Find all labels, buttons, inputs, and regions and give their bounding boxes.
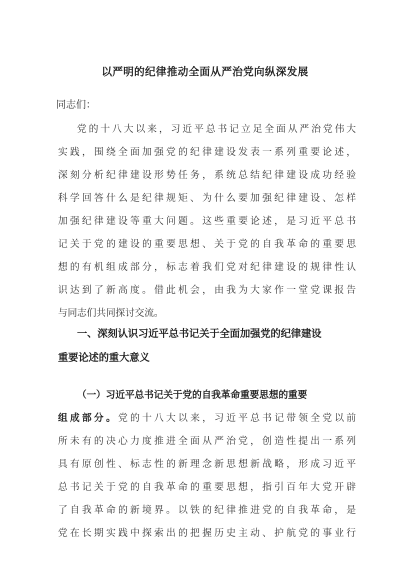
subsection-heading-text: 组成部分。 (58, 413, 119, 424)
subsection-heading-text: （一）习近平总书记关于党的自我革命重要思想的重要 (77, 390, 308, 401)
heading-line: 重要论述的重大意义 (58, 352, 150, 364)
salutation: 同志们： (56, 100, 96, 111)
paragraph-line: 深刻分析纪律建设形势任务，系统总结纪律建设成功经验 (58, 170, 356, 181)
paragraph-line: 了自我革命的新境界。以铁的纪律推进党的自我革命，是 (58, 505, 356, 516)
heading-line: 一、深刻认识习近平总书记关于全面加强党的纪律建设 (77, 328, 322, 340)
paragraph-line: 具有原创性、标志性的新理念新思想新战略，形成习近平 (58, 459, 356, 470)
paragraph-line: 总书记关于党的自我革命的重要思想，指引百年大党开辟 (58, 482, 356, 493)
paragraph-line: 想的有机组成部分，标志着我们党对纪律建设的规律性认 (58, 262, 356, 273)
paragraph-line: 识达到了新高度。借此机会，由我为大家作一堂党课报告 (58, 285, 356, 296)
subsection-one-paragraph (58, 384, 356, 545)
document-title: 以严明的纪律推动全面从严治党向纵深发展 (101, 66, 309, 78)
paragraph-line: 记关于党的建设的重要思想、关于党的自我革命的重要思 (58, 239, 356, 250)
paragraph-line (58, 407, 356, 430)
paragraph-line: 所未有的决心力度推进全面从严治党，创造性提出一系列 (58, 436, 356, 447)
paragraph-line: 与同志们共同探讨交流。 (58, 308, 164, 319)
paragraph-line: 科学回答什么是纪律规矩、为什么要加强纪律建设、怎样 (58, 193, 356, 204)
paragraph-line: 实践，围绕全面加强党的纪律建设发表一系列重要论述， (58, 147, 356, 158)
section-one-heading (58, 322, 356, 370)
paragraph-line: 党在长期实践中探索出的把握历史主动、护航党的事业行 (58, 528, 356, 539)
paragraph-line: 加强纪律建设等重大问题。这些重要论述，是习近平总书 (58, 216, 356, 227)
subsection-heading-line (58, 384, 356, 407)
paragraph-line: 党的十八大以来，习近平总书记立足全面从严治党伟大 (77, 124, 356, 135)
intro-paragraph (58, 118, 356, 325)
paragraph-text: 党的十八大以来，习近平总书记带领全党以前 (118, 413, 357, 424)
